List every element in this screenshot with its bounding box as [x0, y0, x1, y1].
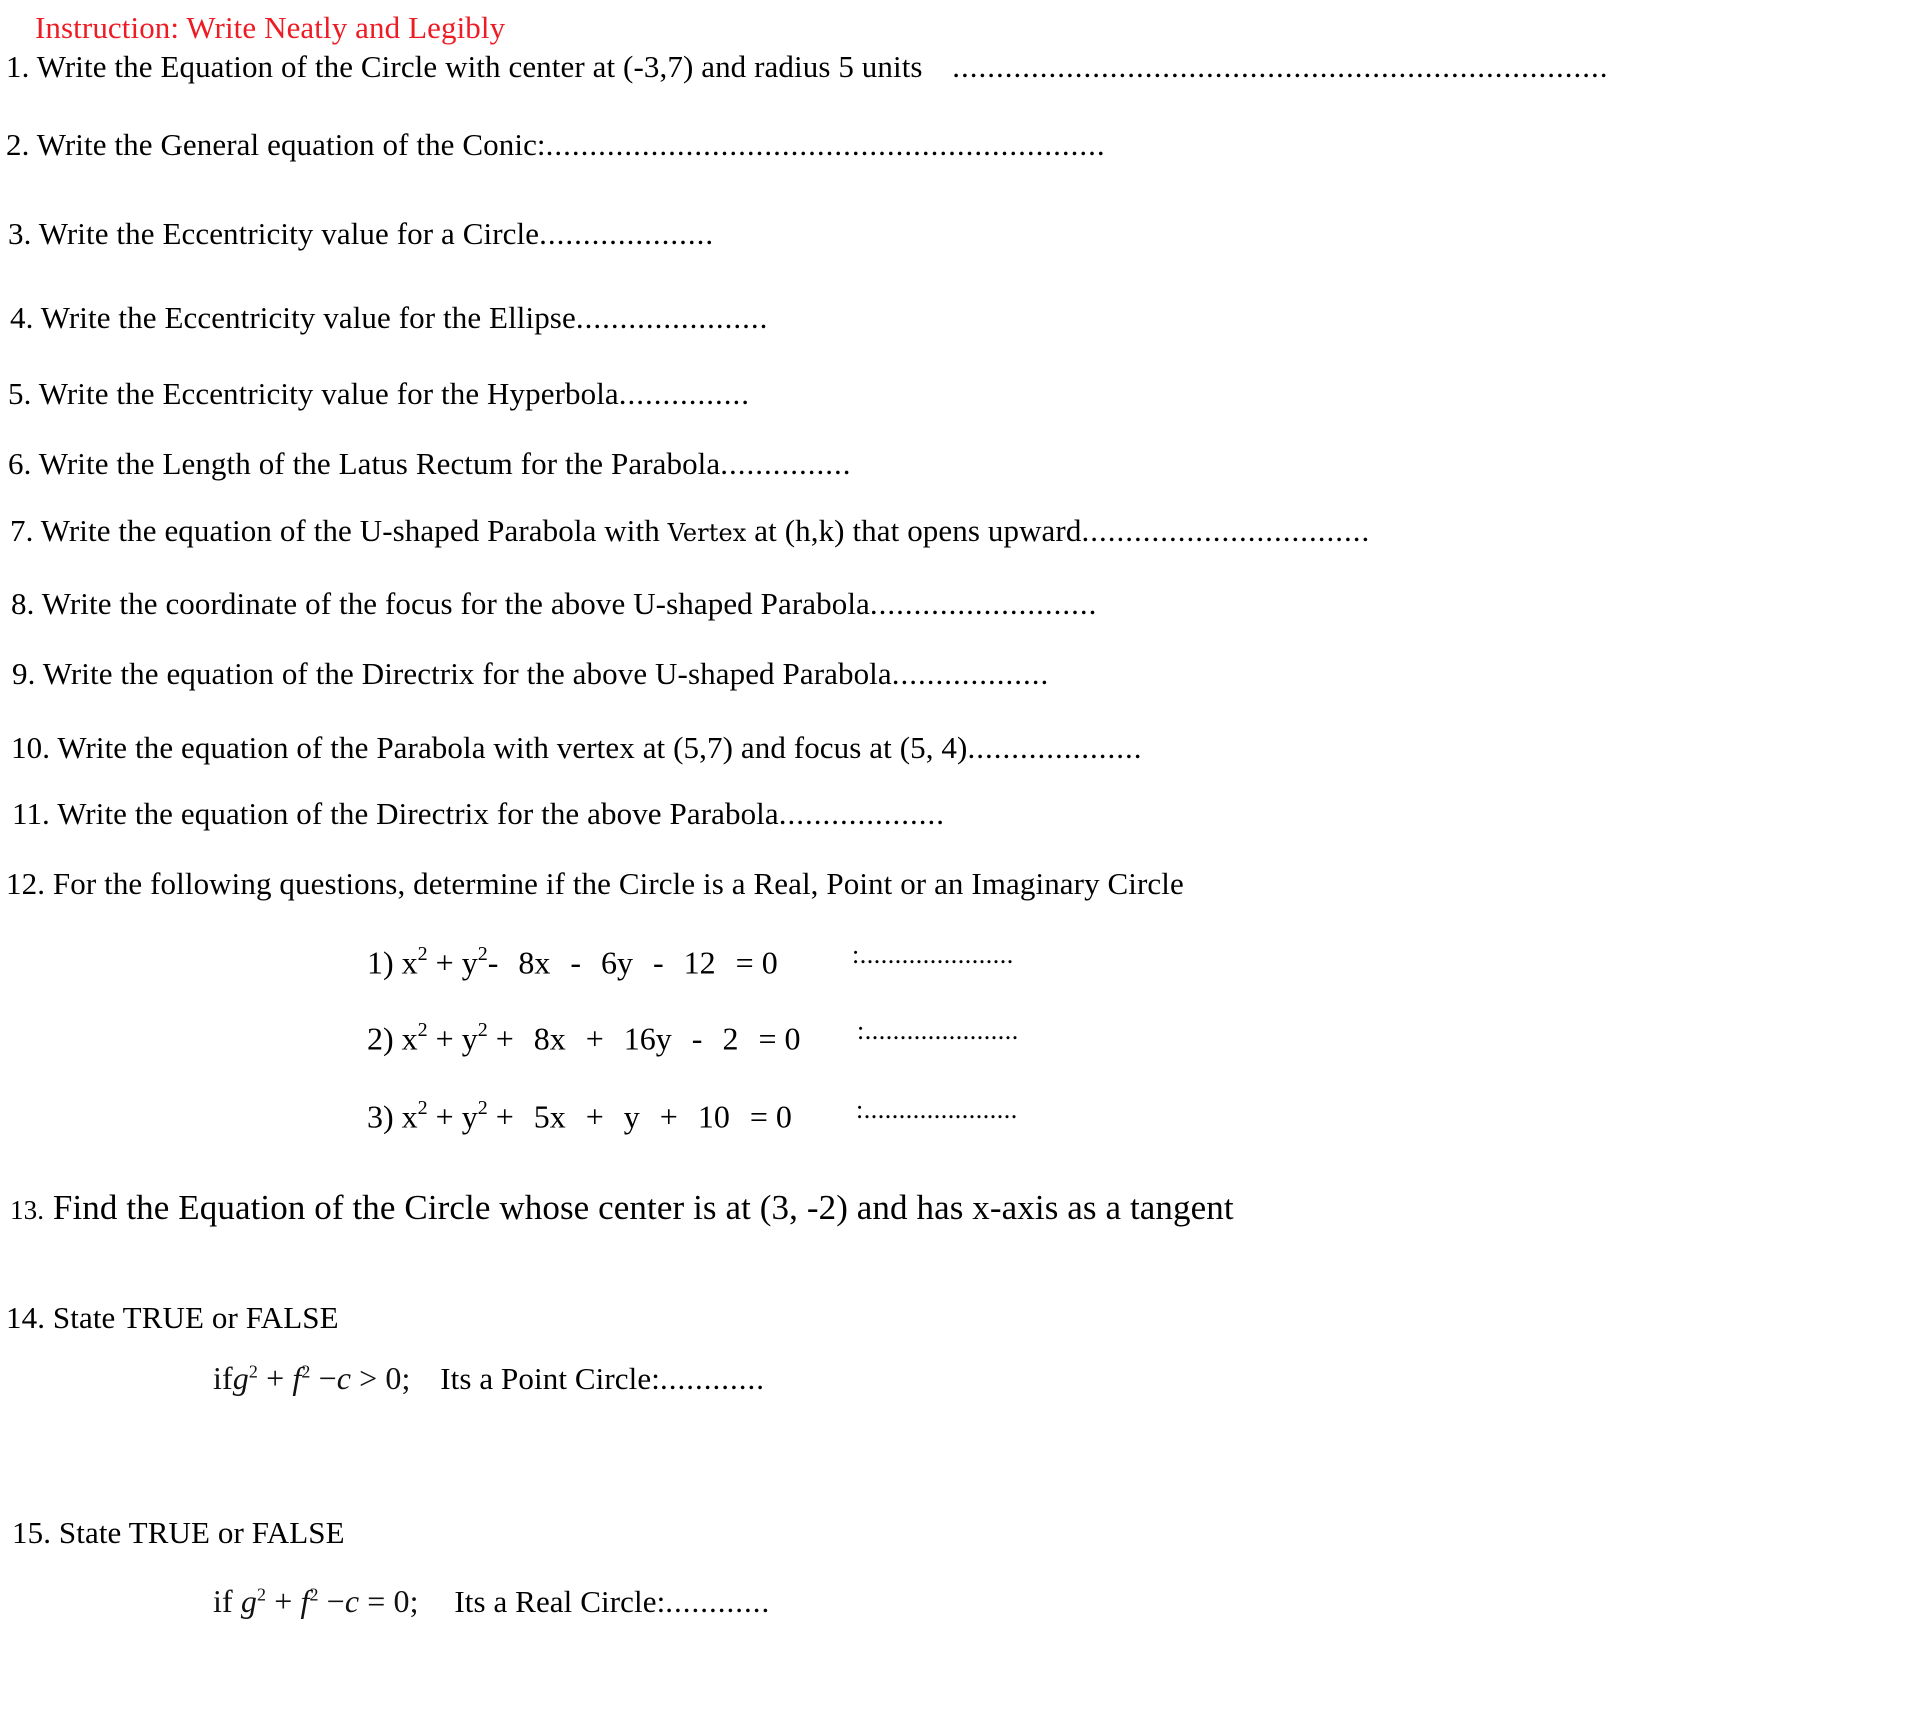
answer-blank-10[interactable]: .................... — [967, 730, 1143, 765]
question-9 — [12, 658, 1049, 689]
question-7-text-before: 7. Write the equation of the U-shaped Parabola with — [10, 513, 668, 548]
question-2-text: 2. Write the General equation of the Conic: — [6, 127, 546, 162]
question-4 — [10, 302, 768, 333]
equation-2-y: y — [461, 1020, 478, 1057]
condition-15-exp-f: 2 — [309, 1584, 319, 1605]
question-7-vertex-word: Vertex — [667, 519, 747, 547]
equation-2-exp-x: 2 — [417, 1019, 428, 1041]
question-7 — [10, 515, 1370, 546]
equation-2-exp-y: 2 — [477, 1019, 488, 1041]
condition-14 — [213, 1360, 410, 1396]
condition-14-if: if — [213, 1360, 233, 1396]
equation-3-op: + — [495, 1098, 514, 1135]
equation-2-x: x — [401, 1020, 418, 1057]
answer-blank-12-2[interactable]: :...................... — [857, 1016, 1019, 1045]
condition-15-c: c — [344, 1583, 360, 1619]
equation-2-term: 2 — [722, 1020, 739, 1057]
question-4-text: 4. Write the Eccentricity value for the Ellipse — [10, 300, 576, 335]
question-6-text: 6. Write the Length of the Latus Rectum for the Parabola — [8, 446, 721, 481]
question-9-text: 9. Write the equation of the Directrix for the above U-shaped Parabola — [12, 656, 892, 691]
question-5-text: 5. Write the Eccentricity value for the Hyperbola — [8, 376, 619, 411]
equation-3-term: y — [623, 1098, 640, 1135]
answer-blank-11[interactable]: ................... — [778, 796, 946, 831]
question-15: 15. State TRUE or FALSE — [12, 1515, 345, 1550]
condition-14-c: c — [336, 1360, 352, 1396]
statement-15-text: Its a Real Circle: — [454, 1584, 666, 1619]
question-8-text: 8. Write the coordinate of the focus for the above U-shaped Parabola — [11, 586, 870, 621]
statement-14 — [213, 1362, 765, 1394]
question-11 — [12, 798, 945, 829]
equation-3-op: + — [659, 1098, 678, 1135]
equation-3-term: 5x — [533, 1098, 566, 1135]
equation-2-op: + — [495, 1020, 514, 1057]
equation-1-op: - — [487, 944, 499, 981]
equation-1-op: - — [653, 944, 664, 981]
condition-14-f: f — [292, 1360, 302, 1396]
equation-3-op: + — [585, 1098, 604, 1135]
equation-1-y: y — [461, 944, 478, 981]
statement-15 — [213, 1585, 770, 1617]
equation-1-term: 12 — [683, 944, 716, 981]
equation-1-term: 8x — [518, 944, 551, 981]
equation-3-exp-x: 2 — [417, 1097, 428, 1119]
equation-1-x: x — [401, 944, 418, 981]
condition-14-plus: + — [266, 1360, 285, 1396]
question-7-text-after: at (h,k) that opens upward — [746, 513, 1082, 548]
statement-14-text: Its a Point Circle: — [440, 1361, 660, 1396]
equation-3-term: 10 — [697, 1098, 730, 1135]
condition-14-exp-f: 2 — [301, 1361, 311, 1382]
question-1-text: 1. Write the Equation of the Circle with center at (-3,7) and radius 5 units — [6, 49, 923, 84]
question-14: 14. State TRUE or FALSE — [6, 1300, 339, 1335]
equation-2-label: 2) — [367, 1020, 394, 1057]
answer-blank-9[interactable]: .................. — [891, 656, 1050, 691]
question-10-text: 10. Write the equation of the Parabola with vertex at (5,7) and focus at (5, 4) — [11, 730, 968, 765]
question-13-number: 13. — [10, 1195, 45, 1225]
question-3 — [8, 218, 714, 249]
answer-blank-12-1[interactable]: :...................... — [852, 940, 1014, 969]
condition-15-f: f — [300, 1583, 310, 1619]
equation-2-op: + — [435, 1020, 454, 1057]
question-10 — [11, 732, 1142, 763]
condition-14-exp-g: 2 — [248, 1361, 258, 1382]
equation-1-term: 6y — [601, 944, 634, 981]
answer-blank-1[interactable]: ........................................................................... — [952, 49, 1609, 84]
equation-3-label: 3) — [367, 1098, 394, 1135]
equation-1-op: + — [435, 944, 454, 981]
condition-14-rel: > 0; — [359, 1360, 411, 1396]
condition-15-plus: + — [274, 1583, 293, 1619]
equation-2-rhs: = 0 — [758, 1020, 801, 1057]
condition-14-minus: − — [318, 1360, 337, 1396]
condition-15-rel: = 0; — [367, 1583, 419, 1619]
condition-15-exp-g: 2 — [256, 1584, 267, 1605]
equation-1-exp-x: 2 — [417, 943, 428, 965]
equation-2-term: 8x — [533, 1020, 566, 1057]
answer-blank-3[interactable]: .................... — [539, 216, 715, 251]
equation-1 — [367, 943, 778, 981]
answer-blank-14[interactable]: ............ — [659, 1361, 765, 1396]
equation-1-label: 1) — [367, 944, 394, 981]
question-6 — [8, 448, 852, 479]
equation-3-exp-y: 2 — [477, 1097, 488, 1119]
question-3-text: 3. Write the Eccentricity value for a Circle — [8, 216, 540, 251]
equation-1-op: - — [570, 944, 582, 981]
question-1 — [6, 51, 1609, 82]
question-13-text: Find the Equation of the Circle whose center is at (3, -2) and has x-axis as a tangent — [52, 1188, 1234, 1227]
equation-2-term: 16y — [623, 1020, 672, 1057]
equation-3-rhs: = 0 — [749, 1098, 792, 1135]
equation-1-rhs: = 0 — [735, 944, 778, 981]
answer-blank-8[interactable]: .......................... — [869, 586, 1098, 621]
equation-3-op: + — [435, 1098, 454, 1135]
question-11-text: 11. Write the equation of the Directrix for the above Parabola — [12, 796, 779, 831]
question-12: 12. For the following questions, determine if the Circle is a Real, Point or an Imaginary Circle — [6, 866, 1184, 901]
answer-blank-5[interactable]: ............... — [618, 376, 751, 411]
answer-blank-4[interactable]: ...................... — [575, 300, 769, 335]
condition-15-minus: − — [326, 1583, 345, 1619]
equation-2-op: - — [691, 1020, 703, 1057]
equation-3-x: x — [401, 1098, 418, 1135]
answer-blank-7[interactable]: ................................. — [1081, 513, 1371, 548]
condition-15-g: g — [240, 1583, 257, 1619]
equation-1-exp-y: 2 — [477, 943, 488, 965]
question-8 — [11, 588, 1097, 619]
question-2 — [6, 129, 1106, 160]
instruction-heading: Instruction: Write Neatly and Legibly — [35, 10, 506, 45]
equation-2 — [367, 1019, 801, 1057]
condition-15 — [213, 1583, 419, 1619]
answer-blank-15[interactable]: ............ — [665, 1584, 771, 1619]
answer-blank-12-3[interactable]: :...................... — [856, 1095, 1018, 1124]
equation-3 — [367, 1097, 792, 1135]
equation-2-op: + — [585, 1020, 604, 1057]
condition-14-g: g — [232, 1360, 249, 1396]
answer-blank-6[interactable]: ............... — [720, 446, 852, 481]
answer-blank-2[interactable]: ................................................................ — [545, 127, 1106, 162]
question-13 — [10, 1190, 1234, 1225]
question-5 — [8, 378, 750, 409]
equation-3-y: y — [461, 1098, 478, 1135]
condition-15-if: if — [213, 1583, 233, 1619]
